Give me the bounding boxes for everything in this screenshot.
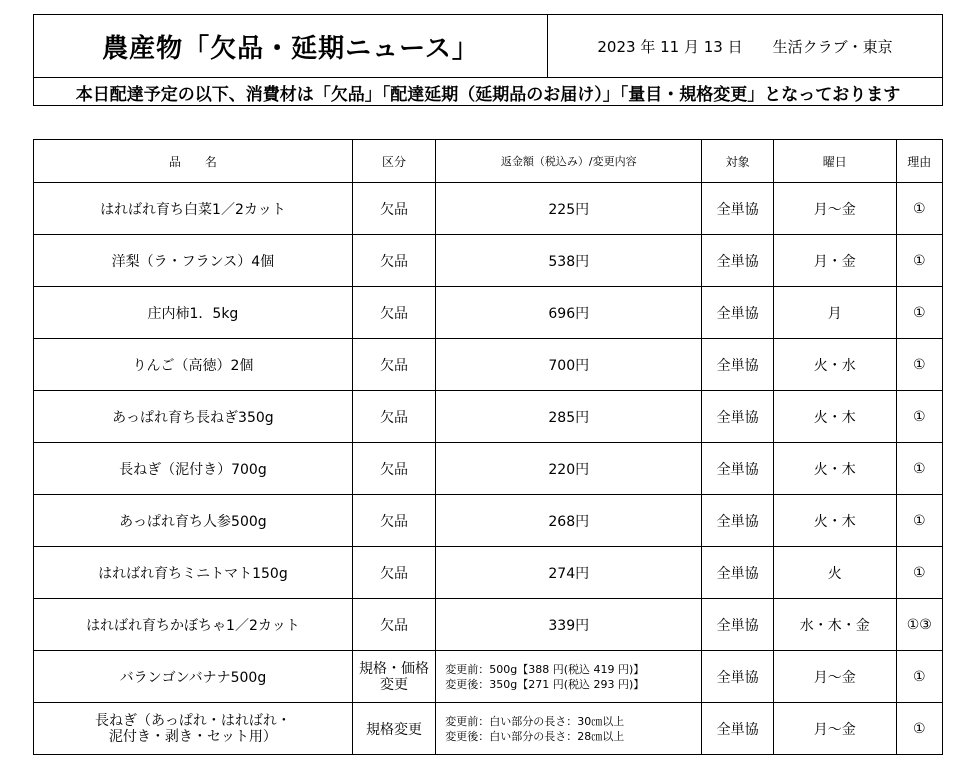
- item-kubun: 欠品: [352, 183, 435, 235]
- header-day: 曜日: [774, 140, 896, 183]
- table-row: [34, 599, 943, 651]
- item-name: 庄内柿1．5kg: [34, 287, 353, 339]
- item-name: あっぱれ育ち長ねぎ350g: [34, 391, 353, 443]
- item-target: 全単協: [702, 703, 774, 755]
- item-kubun: 規格変更: [352, 703, 435, 755]
- item-target: 全単協: [702, 339, 774, 391]
- item-amount: 339円: [436, 599, 702, 651]
- item-change-content: [436, 703, 702, 755]
- header-kubun: 区分: [352, 140, 435, 183]
- item-amount: 538円: [436, 235, 702, 287]
- kubun-line-2: 変更: [380, 676, 409, 693]
- item-target: 全単協: [702, 495, 774, 547]
- table-row: [34, 235, 943, 287]
- notice-text: 本日配達予定の以下、消費材は「欠品」「配達延期（延期品のお届け）」「量目・規格変更」となっております: [75, 84, 901, 105]
- item-kubun: 欠品: [352, 547, 435, 599]
- item-name: バランゴンバナナ500g: [34, 651, 353, 703]
- item-kubun: [352, 651, 435, 703]
- item-kubun: 欠品: [352, 495, 435, 547]
- item-reason: ①: [896, 339, 943, 391]
- news-header: [33, 14, 943, 106]
- item-name: [34, 703, 353, 755]
- table-row: [34, 287, 943, 339]
- header-reason: 理由: [896, 140, 943, 183]
- item-amount: 220円: [436, 443, 702, 495]
- item-day: 火・木: [774, 391, 896, 443]
- item-reason: ①: [896, 651, 943, 703]
- item-reason: ①: [896, 495, 943, 547]
- item-amount: 274円: [436, 547, 702, 599]
- header-top-row: [34, 15, 942, 78]
- item-kubun: 欠品: [352, 599, 435, 651]
- item-name: はればれ育ちかぼちゃ1／2カット: [34, 599, 353, 651]
- item-target: 全単協: [702, 599, 774, 651]
- table-row-change: [34, 703, 943, 755]
- item-kubun: 欠品: [352, 287, 435, 339]
- item-target: 全単協: [702, 183, 774, 235]
- name-line-1: 長ねぎ（あっぱれ・はればれ・: [94, 712, 291, 729]
- table-row: [34, 495, 943, 547]
- item-change-content: [436, 651, 702, 703]
- header-name: 品 名: [34, 140, 353, 183]
- item-day: 火・水: [774, 339, 896, 391]
- kubun-line-1: 規格・価格: [359, 660, 430, 677]
- item-name: 洋梨（ラ・フランス）4個: [34, 235, 353, 287]
- item-day: 月～金: [774, 183, 896, 235]
- item-day: 月～金: [774, 651, 896, 703]
- item-name: りんご（高徳）2個: [34, 339, 353, 391]
- item-reason: ①: [896, 703, 943, 755]
- shortage-table: [33, 139, 943, 755]
- change-before: 変更前：白い部分の長さ：30㎝以上: [445, 714, 625, 728]
- item-target: 全単協: [702, 287, 774, 339]
- item-amount: 285円: [436, 391, 702, 443]
- item-kubun: 欠品: [352, 235, 435, 287]
- item-name: はればれ育ち白菜1／2カット: [34, 183, 353, 235]
- organization-name: 生活クラブ・東京: [772, 37, 893, 56]
- table-row-change: [34, 651, 943, 703]
- item-day: 火・木: [774, 495, 896, 547]
- item-reason: ①: [896, 235, 943, 287]
- item-reason: ①: [896, 443, 943, 495]
- header-amount: 返金額（税込み）/変更内容: [436, 140, 702, 183]
- item-amount: 225円: [436, 183, 702, 235]
- item-kubun: 欠品: [352, 391, 435, 443]
- item-reason: ①③: [896, 599, 943, 651]
- table-row: [34, 183, 943, 235]
- item-reason: ①: [896, 183, 943, 235]
- header-meta: [548, 15, 942, 77]
- item-kubun: 欠品: [352, 339, 435, 391]
- item-name: 長ねぎ（泥付き）700g: [34, 443, 353, 495]
- item-amount: 268円: [436, 495, 702, 547]
- table-row: [34, 391, 943, 443]
- name-line-2: 泥付き・剥き・セット用）: [108, 728, 277, 745]
- item-target: 全単協: [702, 547, 774, 599]
- item-day: 月: [774, 287, 896, 339]
- item-kubun: 欠品: [352, 443, 435, 495]
- header-target: 対象: [702, 140, 774, 183]
- item-day: 水・木・金: [774, 599, 896, 651]
- table-row: [34, 443, 943, 495]
- issue-date: 2023 年 11 月 13 日: [597, 37, 743, 56]
- item-reason: ①: [896, 287, 943, 339]
- change-after: 変更後：白い部分の長さ：28㎝以上: [445, 729, 625, 743]
- item-name: あっぱれ育ち人参500g: [34, 495, 353, 547]
- item-day: 火: [774, 547, 896, 599]
- item-target: 全単協: [702, 235, 774, 287]
- item-day: 火・木: [774, 443, 896, 495]
- item-reason: ①: [896, 547, 943, 599]
- item-target: 全単協: [702, 391, 774, 443]
- item-day: 月～金: [774, 703, 896, 755]
- change-before: 変更前：500g【388 円(税込 419 円)】: [445, 662, 645, 676]
- item-day: 月・金: [774, 235, 896, 287]
- table-header-row: [34, 140, 943, 183]
- item-target: 全単協: [702, 651, 774, 703]
- table-row: [34, 339, 943, 391]
- item-reason: ①: [896, 391, 943, 443]
- item-amount: 696円: [436, 287, 702, 339]
- page-title: 農産物「欠品・延期ニュース」: [34, 15, 548, 77]
- item-target: 全単協: [702, 443, 774, 495]
- item-name: はればれ育ちミニトマト150g: [34, 547, 353, 599]
- table-row: [34, 547, 943, 599]
- item-amount: 700円: [436, 339, 702, 391]
- change-after: 変更後：350g【271 円(税込 293 円)】: [445, 677, 645, 691]
